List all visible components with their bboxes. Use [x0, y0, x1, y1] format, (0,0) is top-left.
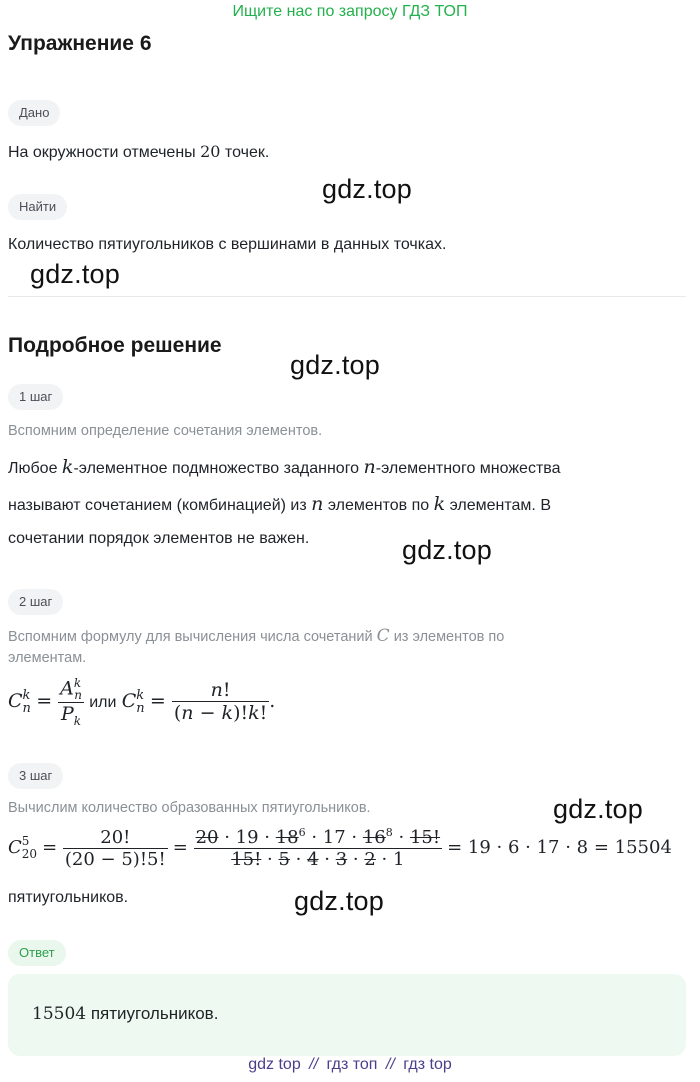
- step3-result: 19 · 6 · 17 · 8 = 15504: [467, 836, 672, 858]
- footer-link-1[interactable]: gdz top: [248, 1056, 301, 1073]
- answer-label: Ответ: [8, 940, 66, 966]
- watermark: gdz.top: [322, 174, 412, 204]
- divider: [8, 296, 686, 297]
- given-number: 20: [200, 142, 221, 161]
- step1-hint: Вспомним определение сочетания элементов.: [8, 423, 323, 439]
- watermark: gdz.top: [402, 535, 492, 565]
- step2-hint-line2: элементам.: [8, 650, 87, 666]
- step2-formula: C k n = $\frac{A^k_n}{P_k}$ или C k n = $\frac{n!}{(n - k)!k!}$ .: [8, 676, 276, 728]
- top-banner: Ищите нас по запросу ГДЗ ТОП: [232, 3, 468, 20]
- find-text: Количество пятиугольников с вершинами в данных точках.: [8, 236, 447, 253]
- step2-hint-line1: Вспомним формулу для вычисления числа сочетаний C из элементов по: [8, 626, 505, 646]
- page-title: Упражнение 6: [8, 32, 152, 55]
- solution-title: Подробное решение: [8, 334, 222, 357]
- answer-text: 15504 пятиугольников.: [32, 1004, 219, 1024]
- watermark: gdz.top: [553, 794, 643, 824]
- step1-line1: Любое k-элементное подмножество заданного n-элементного множества: [8, 456, 561, 478]
- footer-link-2[interactable]: гдз топ: [326, 1056, 378, 1073]
- find-label: Найти: [8, 194, 67, 220]
- step3-formula: C 5 20 = $\frac{20!}{(20 - 5)!5!}$ = $\frac{20 \cdot 19 \cdot 18^6 \cdot 17 \cdot 16^8 \cdot 15!}{15! \cdot 5 \cdot 4 \cdot 3 \cdot 2 \cdot 1}$ = 19 · 6 · 17 · 8 = 15504: [8, 826, 672, 870]
- step3-hint: Вычислим количество образованных пятиугольников.: [8, 800, 371, 816]
- given-text: На окружности отмечены 20 точек.: [8, 142, 270, 161]
- step2-label: 2 шаг: [8, 589, 63, 615]
- step1-line3: сочетании порядок элементов не важен.: [8, 530, 310, 547]
- watermark: gdz.top: [294, 886, 384, 916]
- step1-label: 1 шаг: [8, 384, 63, 410]
- step3-unit: пятиугольников.: [8, 889, 129, 906]
- watermark: gdz.top: [290, 350, 380, 380]
- step1-line2: называют сочетанием (комбинацией) из n элементов по k элементам. В: [8, 493, 551, 515]
- step3-label: 3 шаг: [8, 763, 63, 789]
- watermark: gdz.top: [30, 259, 120, 289]
- footer-link-3[interactable]: гдз top: [403, 1056, 452, 1073]
- footer: gdz top // гдз топ // гдз top: [248, 1056, 452, 1073]
- given-label: Дано: [8, 100, 60, 126]
